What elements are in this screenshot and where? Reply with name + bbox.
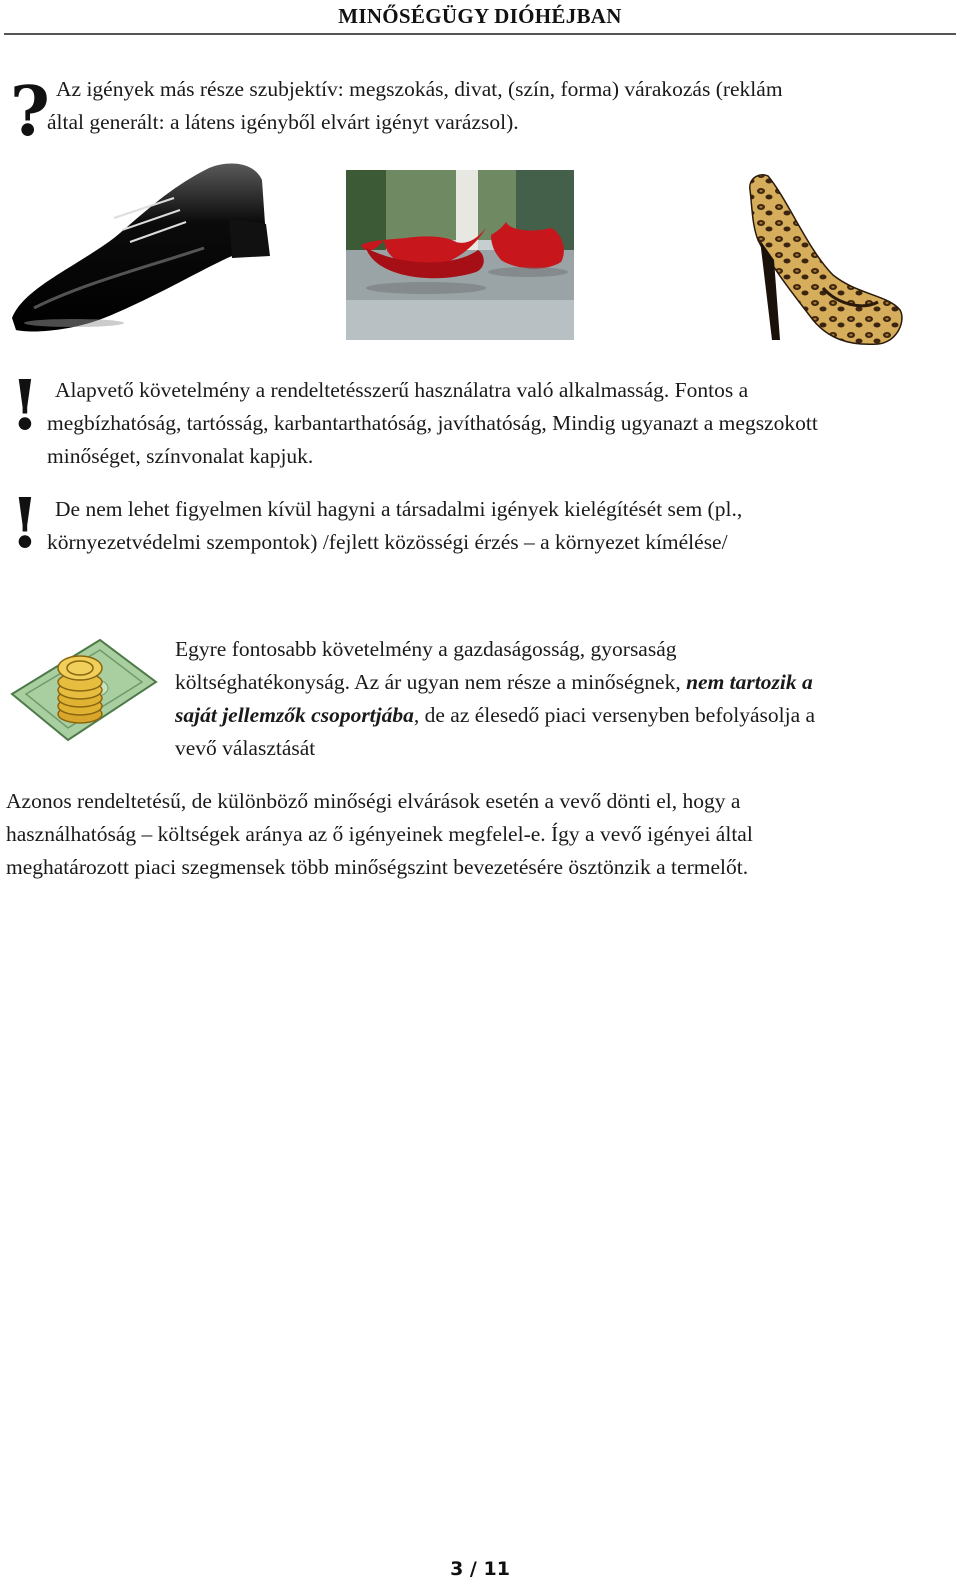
- conclusion-line-3: meghatározott piaci szegmensek több minőségszint bevezetésére ösztönzik a termelőt.: [6, 855, 749, 879]
- economy-line-3-plain: , de az élesedő piaci versenyben befolyásolja a: [413, 703, 816, 727]
- page-header-title: MINŐSÉGÜGY DIÓHÉJBAN: [338, 4, 622, 28]
- exclamation-mark-icon: !: [10, 366, 40, 446]
- requirement-line-2: megbízhatóság, tartósság, karbantarthatóság, javíthatóság, Mindig ugyanazt a megszokott: [47, 411, 818, 435]
- economy-line-2-plain: költséghatékonyság. Az ár ugyan nem része a minőségnek,: [175, 670, 687, 694]
- conclusion-line-1: Azonos rendeltetésű, de különböző minőségi elvárások esetén a vevő dönti el, hogy a: [6, 789, 741, 813]
- black-oxford-shoe-image: [4, 158, 284, 338]
- economy-line-1: Egyre fontosabb követelmény a gazdaságosság, gyorsaság: [175, 637, 677, 661]
- social-line-2: környezetvédelmi szempontok) /fejlett közösségi érzés – a környezet kímélése/: [47, 530, 728, 554]
- social-line-1: De nem lehet figyelmen kívül hagyni a társadalmi igények kielégítését sem (pl.,: [55, 497, 743, 521]
- leopard-high-heel-image: [738, 170, 908, 350]
- requirement-line-3: minőséget, színvonalat kapjuk.: [47, 444, 314, 468]
- economy-line-3: [175, 699, 815, 732]
- page-number: 3 / 11: [450, 1558, 510, 1580]
- requirement-line-1: Alapvető követelmény a rendeltetésszerű használatra való alkalmasság. Fontos a: [55, 378, 749, 402]
- red-slippers-photo: [346, 170, 574, 340]
- economy-line-2: [175, 666, 813, 699]
- exclamation-mark-icon-2: !: [10, 484, 40, 564]
- money-coins-icon: [8, 632, 158, 747]
- header-rule: [4, 33, 956, 35]
- subjective-line-2: által generált: a látens igényből elvárt igényt varázsol).: [47, 110, 519, 134]
- question-mark-icon: ?: [10, 72, 50, 152]
- subjective-line-1: Az igények más része szubjektív: megszokás, divat, (szín, forma) várakozás (reklám: [56, 77, 783, 101]
- economy-line-3-emphasis: saját jellemzők csoportjába: [175, 703, 414, 727]
- economy-line-2-emphasis: nem tartozik a: [686, 670, 813, 694]
- economy-line-4: vevő választását: [175, 736, 316, 760]
- conclusion-line-2: használhatóság – költségek aránya az ő igényeinek megfelel-e. Így a vevő igényei által: [6, 822, 753, 846]
